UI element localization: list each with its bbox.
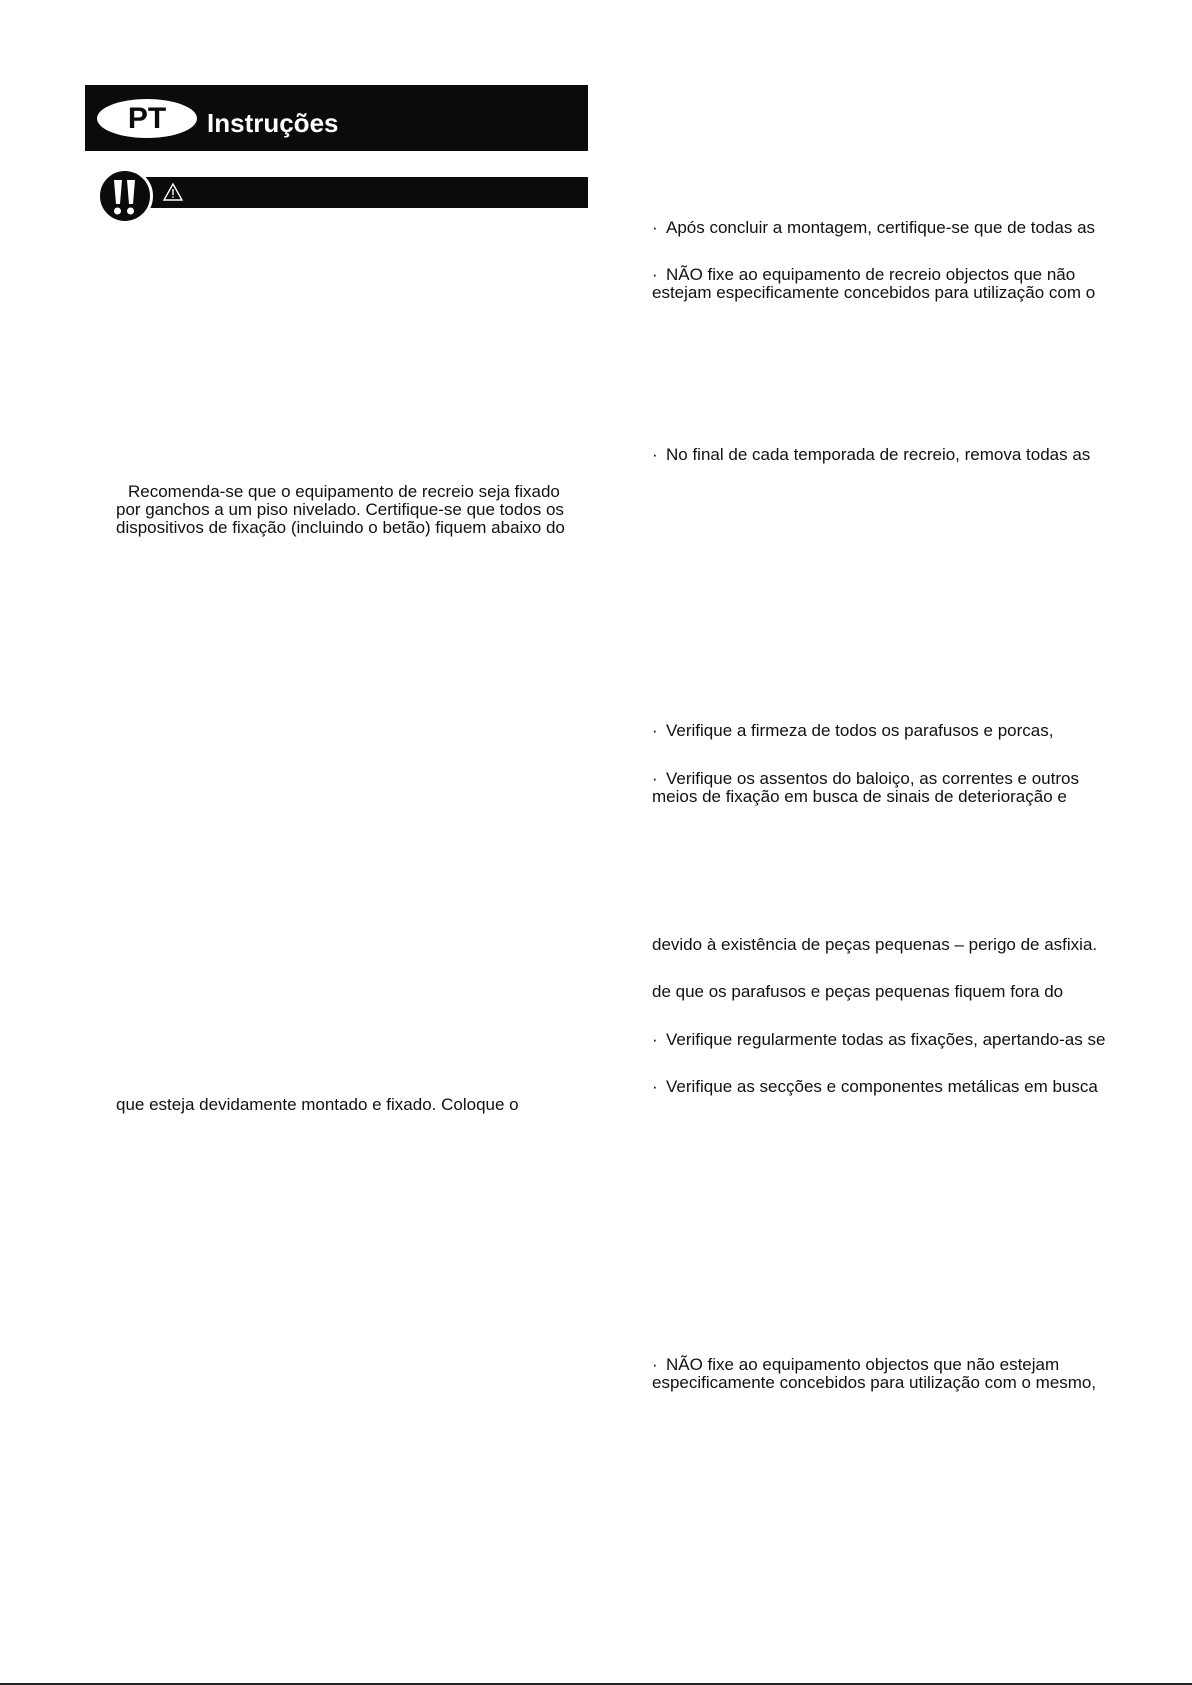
list-item-verifique-seccoes <box>652 1077 1098 1096</box>
bullet: · <box>652 1355 658 1374</box>
bullet: · <box>652 445 658 464</box>
list-item-text: No final de cada temporada de recreio, remova todas as <box>666 445 1091 464</box>
list-item-verifique-firmeza <box>652 721 1053 740</box>
bullet: · <box>652 721 658 740</box>
warning-triangle-icon <box>163 183 183 201</box>
recommend-line-2: por ganchos a um piso nivelado. Certifique-se que todos os <box>116 500 564 519</box>
list-item-verifique-assentos-cont: meios de fixação em busca de sinais de deterioração e <box>652 787 1067 806</box>
list-item-text: NÃO fixe ao equipamento objectos que não estejam <box>666 1355 1060 1374</box>
bullet: · <box>652 769 658 788</box>
bullet: · <box>652 218 658 237</box>
list-item-text: NÃO fixe ao equipamento de recreio objectos que não <box>666 265 1076 284</box>
list-item-nao-fixe-1 <box>652 265 1075 284</box>
recommend-line-1: Recomenda-se que o equipamento de recreio seja fixado <box>128 482 560 501</box>
list-item-apos <box>652 218 1095 237</box>
bullet: · <box>652 1030 658 1049</box>
list-item-text: Verifique a firmeza de todos os parafusos e porcas, <box>666 721 1054 740</box>
list-item-text: Verifique regularmente todas as fixações, apertando-as se <box>666 1030 1106 1049</box>
list-item-text: Após concluir a montagem, certifique-se que de todas as <box>666 218 1096 237</box>
bullet: · <box>652 265 658 284</box>
assembled-line: que esteja devidamente montado e fixado. Coloque o <box>116 1095 519 1114</box>
devido-line: devido à existência de peças pequenas – perigo de asfixia. <box>652 935 1098 954</box>
language-code: PT <box>127 101 167 135</box>
list-item-nao-fixe-2-cont: especificamente concebidos para utilização com o mesmo, <box>652 1373 1097 1392</box>
recommend-line-3: dispositivos de fixação (incluindo o betão) fiquem abaixo do <box>116 518 565 537</box>
exclamation-icon <box>97 168 153 224</box>
list-item-verifique-assentos <box>652 769 1079 788</box>
de-que-line: de que os parafusos e peças pequenas fiquem fora do <box>652 982 1064 1001</box>
list-item-verifique-regularmente <box>652 1030 1105 1049</box>
list-item-text: Verifique as secções e componentes metálicas em busca <box>666 1077 1098 1096</box>
bullet: · <box>652 1077 658 1096</box>
page-title: Instruções <box>207 108 339 138</box>
list-item-nao-fixe-2 <box>652 1355 1059 1374</box>
list-item-nao-fixe-1-cont: estejam especificamente concebidos para utilização com o <box>652 283 1096 302</box>
list-item-final-temporada <box>652 445 1090 464</box>
list-item-text: Verifique os assentos do baloiço, as correntes e outros <box>666 769 1079 788</box>
warning-bar <box>120 177 588 208</box>
language-badge <box>97 99 197 138</box>
